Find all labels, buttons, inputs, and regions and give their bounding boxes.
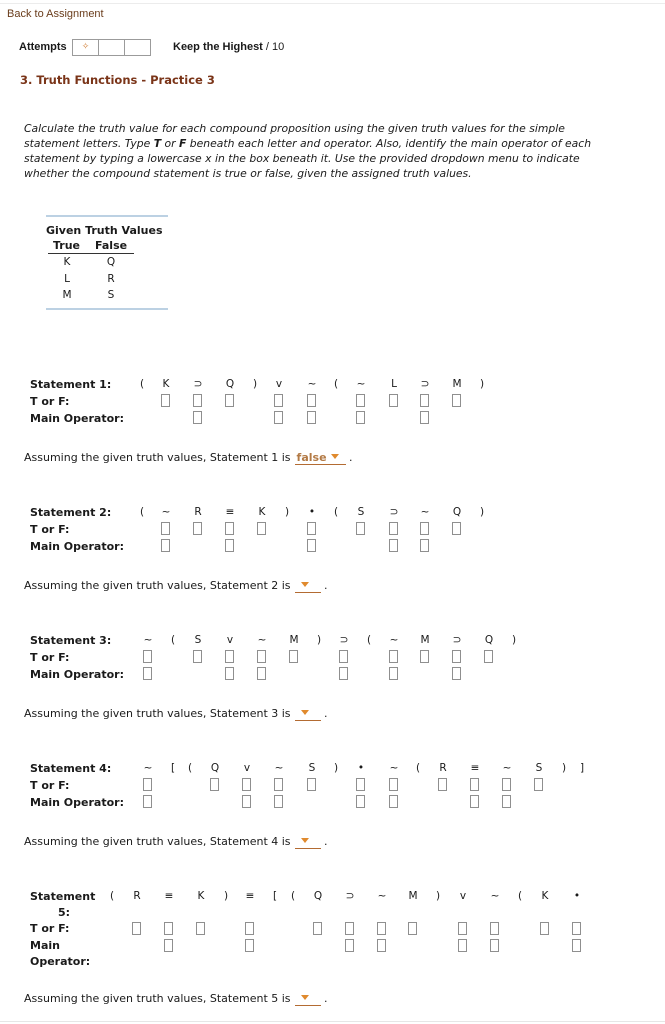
statement-1-assumption bbox=[24, 451, 353, 465]
statement-4-symbol: ~ bbox=[143, 762, 153, 774]
attempt-box bbox=[98, 39, 125, 56]
statement-1-tf-input[interactable] bbox=[225, 394, 234, 407]
statement-4-main-operator-input[interactable] bbox=[389, 795, 398, 808]
statement-3-assumption bbox=[24, 707, 328, 721]
statement-2-main-operator-input[interactable] bbox=[225, 539, 234, 552]
statement-1-main-label: Main Operator: bbox=[30, 412, 124, 425]
statement-1-label: Statement 1: bbox=[30, 378, 112, 391]
statement-5-tf-input[interactable] bbox=[164, 922, 173, 935]
statement-2-symbol: K bbox=[258, 506, 266, 518]
statement-4-symbol: ( bbox=[415, 762, 421, 774]
truth-table-header-false: False bbox=[95, 239, 128, 252]
statement-1-main-operator-input[interactable] bbox=[193, 411, 202, 424]
statement-3-main-operator-input[interactable] bbox=[339, 667, 348, 680]
statement-3-tf-input[interactable] bbox=[339, 650, 348, 663]
statement-3-tf-input[interactable] bbox=[389, 650, 398, 663]
statement-5-tf-label: T or F: bbox=[30, 922, 70, 935]
statement-1-symbol: v bbox=[275, 378, 283, 390]
statement-1-symbol: ~ bbox=[356, 378, 366, 390]
statement-5-label: Statement bbox=[30, 890, 96, 903]
statement-5-symbol: ( bbox=[109, 890, 115, 902]
statement-4-symbol: • bbox=[357, 762, 365, 774]
statement-4-main-operator-input[interactable] bbox=[502, 795, 511, 808]
statement-2-main-operator-input[interactable] bbox=[307, 539, 316, 552]
statement-3-symbol: ⊃ bbox=[339, 634, 349, 646]
instructions-text: Calculate the truth value for each compound proposition using the given truth values for the simple statement letters. Type bbox=[24, 122, 565, 150]
statement-5-operator-label: Operator: bbox=[30, 955, 91, 968]
statement-2-main-label: Main Operator: bbox=[30, 540, 124, 553]
truth-table-cell: M bbox=[62, 289, 72, 301]
statement-2-tf-input[interactable] bbox=[420, 522, 429, 535]
statement-1-period: . bbox=[349, 451, 353, 464]
statement-4-main-operator-input[interactable] bbox=[356, 795, 365, 808]
statement-5-tf-input[interactable] bbox=[377, 922, 386, 935]
statement-5-main-operator-input[interactable] bbox=[490, 939, 499, 952]
attempts-label: Attempts bbox=[19, 41, 67, 53]
dropdown-arrow-icon bbox=[301, 995, 309, 1000]
statement-5-symbol: ) bbox=[223, 890, 229, 902]
statement-1-tf-input[interactable] bbox=[389, 394, 398, 407]
statement-5-symbol: R bbox=[133, 890, 141, 902]
statement-4-truth-dropdown[interactable] bbox=[295, 835, 321, 849]
statement-4-tf-input[interactable] bbox=[210, 778, 219, 791]
statement-2-tf-input[interactable] bbox=[225, 522, 234, 535]
statement-4-symbol: S bbox=[308, 762, 316, 774]
statement-4-tf-input[interactable] bbox=[274, 778, 283, 791]
statement-2-tf-input[interactable] bbox=[452, 522, 461, 535]
statement-4-tf-input[interactable] bbox=[307, 778, 316, 791]
truth-table-cell: S bbox=[107, 289, 115, 301]
statement-4-tf-input[interactable] bbox=[438, 778, 447, 791]
attempts-indicator bbox=[72, 39, 150, 56]
truth-table-cell: R bbox=[107, 273, 115, 285]
statement-5-symbol: ( bbox=[517, 890, 523, 902]
statement-2-symbol: R bbox=[194, 506, 202, 518]
statement-1-tf-input[interactable] bbox=[161, 394, 170, 407]
statement-1-symbol: ) bbox=[252, 378, 258, 390]
statement-1-tf-input[interactable] bbox=[307, 394, 316, 407]
statement-4-assumption-text: Assuming the given truth values, Statement 4 is bbox=[24, 835, 291, 848]
statement-4-symbol: R bbox=[439, 762, 447, 774]
instructions bbox=[24, 121, 604, 181]
statement-4-symbol: Q bbox=[210, 762, 220, 774]
statement-5-symbol: ( bbox=[290, 890, 296, 902]
statement-2-tf-input[interactable] bbox=[307, 522, 316, 535]
attempt-box bbox=[124, 39, 151, 56]
statement-5-symbol: K bbox=[197, 890, 205, 902]
truth-table-cell: K bbox=[63, 256, 71, 268]
statement-3-tf-input[interactable] bbox=[193, 650, 202, 663]
statement-4-symbol: ~ bbox=[274, 762, 284, 774]
statement-1-tf-label: T or F: bbox=[30, 395, 70, 408]
statement-4-symbol: ~ bbox=[389, 762, 399, 774]
statement-4-symbol: ≡ bbox=[470, 762, 480, 774]
statement-1-symbol: ( bbox=[139, 378, 145, 390]
statement-3-tf-label: T or F: bbox=[30, 651, 70, 664]
statement-5-tf-input[interactable] bbox=[345, 922, 354, 935]
dropdown-arrow-icon bbox=[331, 454, 339, 459]
statement-4-main-operator-input[interactable] bbox=[274, 795, 283, 808]
statement-2-main-operator-input[interactable] bbox=[389, 539, 398, 552]
statement-5-symbol: M bbox=[408, 890, 418, 902]
statement-5-symbol: ≡ bbox=[245, 890, 255, 902]
statement-5-tf-input[interactable] bbox=[540, 922, 549, 935]
statement-3-tf-input[interactable] bbox=[484, 650, 493, 663]
statement-3-main-operator-input[interactable] bbox=[452, 667, 461, 680]
statement-1-main-operator-input[interactable] bbox=[420, 411, 429, 424]
instructions-f: F bbox=[178, 137, 187, 150]
statement-1-assumption-text: Assuming the given truth values, Statement 1 is bbox=[24, 451, 291, 464]
statement-4-symbol: ~ bbox=[502, 762, 512, 774]
statement-5-symbol: ) bbox=[435, 890, 441, 902]
statement-5-period: . bbox=[324, 992, 328, 1005]
statement-1-truth-value: false bbox=[296, 451, 327, 464]
statement-5-tf-input[interactable] bbox=[490, 922, 499, 935]
statement-1-tf-input[interactable] bbox=[356, 394, 365, 407]
truth-table-cell: Q bbox=[106, 256, 116, 268]
statement-3-tf-input[interactable] bbox=[225, 650, 234, 663]
statement-2-symbol: ) bbox=[479, 506, 485, 518]
statement-2-symbol: Q bbox=[452, 506, 462, 518]
statement-2-main-operator-input[interactable] bbox=[161, 539, 170, 552]
statement-3-symbol: ⊃ bbox=[452, 634, 462, 646]
statement-3-label: Statement 3: bbox=[30, 634, 112, 647]
instructions-text-2: beneath each letter and operator. Also, identify the main operator of each statement by typing a lowercase x in the box beneath it. Use the provided dropdown menu to indicate whether the compound statement is true or false, given the assigned truth values. bbox=[24, 137, 592, 180]
statement-5-label-number: 5: bbox=[58, 906, 71, 919]
statement-1-main-operator-input[interactable] bbox=[356, 411, 365, 424]
truth-table-top-border bbox=[46, 215, 168, 217]
statement-2-tf-input[interactable] bbox=[193, 522, 202, 535]
statement-1-symbol: M bbox=[452, 378, 462, 390]
statement-2-assumption-text: Assuming the given truth values, Statement 2 is bbox=[24, 579, 291, 592]
statement-1-truth-dropdown[interactable] bbox=[295, 451, 346, 465]
statement-1-symbol: ⊃ bbox=[193, 378, 203, 390]
truth-table-caption: Given Truth Values bbox=[46, 224, 163, 237]
dropdown-arrow-icon bbox=[301, 710, 309, 715]
statement-3-symbol: v bbox=[226, 634, 234, 646]
statement-2-symbol: ( bbox=[139, 506, 145, 518]
statement-3-main-operator-input[interactable] bbox=[389, 667, 398, 680]
statement-5-symbol: • bbox=[573, 890, 581, 902]
statement-3-symbol: Q bbox=[484, 634, 494, 646]
statement-2-symbol: S bbox=[357, 506, 365, 518]
statement-1-tf-input[interactable] bbox=[193, 394, 202, 407]
truth-table-bottom-border bbox=[46, 308, 168, 310]
statement-5-main-operator-input[interactable] bbox=[164, 939, 173, 952]
statement-3-symbol: M bbox=[289, 634, 299, 646]
statement-1-symbol: L bbox=[391, 378, 397, 390]
statement-5-symbol: ⊃ bbox=[345, 890, 355, 902]
statement-4-period: . bbox=[324, 835, 328, 848]
statement-2-tf-input[interactable] bbox=[356, 522, 365, 535]
statement-5-tf-input[interactable] bbox=[245, 922, 254, 935]
statement-3-symbol: M bbox=[420, 634, 430, 646]
statement-4-main-operator-input[interactable] bbox=[143, 795, 152, 808]
statement-1-main-operator-input[interactable] bbox=[307, 411, 316, 424]
keep-highest bbox=[173, 41, 284, 53]
instructions-or: or bbox=[161, 137, 179, 150]
statement-5-symbol: ≡ bbox=[164, 890, 174, 902]
statement-3-tf-input[interactable] bbox=[420, 650, 429, 663]
statement-3-symbol: ( bbox=[366, 634, 372, 646]
statement-2-tf-label: T or F: bbox=[30, 523, 70, 536]
statement-5-main-operator-input[interactable] bbox=[572, 939, 581, 952]
statement-5-main-operator-input[interactable] bbox=[377, 939, 386, 952]
statement-4-tf-label: T or F: bbox=[30, 779, 70, 792]
truth-table-header-true: True bbox=[53, 239, 81, 252]
statement-5-tf-input[interactable] bbox=[313, 922, 322, 935]
statement-3-symbol: ( bbox=[170, 634, 176, 646]
statement-2-symbol: ⊃ bbox=[389, 506, 399, 518]
statement-5-symbol: K bbox=[541, 890, 549, 902]
statement-2-assumption bbox=[24, 579, 328, 593]
statement-3-period: . bbox=[324, 707, 328, 720]
statement-3-truth-dropdown[interactable] bbox=[295, 707, 321, 721]
statement-3-main-operator-input[interactable] bbox=[143, 667, 152, 680]
instructions-t: T bbox=[153, 137, 162, 150]
statement-4-label: Statement 4: bbox=[30, 762, 112, 775]
statement-2-symbol: ( bbox=[333, 506, 339, 518]
statement-4-main-label: Main Operator: bbox=[30, 796, 124, 809]
statement-2-main-operator-input[interactable] bbox=[420, 539, 429, 552]
statement-4-symbol: v bbox=[243, 762, 251, 774]
statement-5-main-operator-input[interactable] bbox=[458, 939, 467, 952]
statement-5-symbol: Q bbox=[313, 890, 323, 902]
statement-5-tf-input[interactable] bbox=[196, 922, 205, 935]
statement-5-main-label: Main bbox=[30, 939, 60, 952]
statement-3-symbol: S bbox=[194, 634, 202, 646]
statement-3-symbol: ) bbox=[316, 634, 322, 646]
statement-2-period: . bbox=[324, 579, 328, 592]
statement-2-symbol: ~ bbox=[161, 506, 171, 518]
statement-1-symbol: ~ bbox=[307, 378, 317, 390]
statement-1-symbol: ⊃ bbox=[420, 378, 430, 390]
statement-1-symbol: ) bbox=[479, 378, 485, 390]
statement-2-tf-input[interactable] bbox=[257, 522, 266, 535]
statement-1-symbol: Q bbox=[225, 378, 235, 390]
dropdown-arrow-icon bbox=[301, 582, 309, 587]
score-out-of: / 10 bbox=[265, 41, 285, 53]
statement-4-symbol: ) bbox=[561, 762, 567, 774]
statement-3-symbol: ~ bbox=[257, 634, 267, 646]
statement-1-tf-input[interactable] bbox=[452, 394, 461, 407]
statement-3-tf-input[interactable] bbox=[452, 650, 461, 663]
bottom-divider bbox=[0, 1021, 665, 1022]
statement-5-symbol: [ bbox=[272, 890, 278, 902]
statement-3-tf-input[interactable] bbox=[257, 650, 266, 663]
statement-4-symbol: ( bbox=[187, 762, 193, 774]
statement-5-truth-dropdown[interactable] bbox=[295, 992, 321, 1006]
statement-1-tf-input[interactable] bbox=[420, 394, 429, 407]
statement-4-symbol: ) bbox=[333, 762, 339, 774]
back-to-assignment-link[interactable]: Back to Assignment bbox=[7, 8, 104, 20]
statement-4-symbol: [ bbox=[170, 762, 176, 774]
statement-4-symbol: ] bbox=[579, 762, 585, 774]
statement-5-main-operator-input[interactable] bbox=[345, 939, 354, 952]
statement-5-symbol: ~ bbox=[377, 890, 387, 902]
statement-4-main-operator-input[interactable] bbox=[470, 795, 479, 808]
statement-1-tf-input[interactable] bbox=[274, 394, 283, 407]
statement-3-symbol: ) bbox=[511, 634, 517, 646]
statement-2-tf-input[interactable] bbox=[161, 522, 170, 535]
truth-table-cell: L bbox=[64, 273, 70, 285]
attempt-star-icon: ✧ bbox=[72, 39, 99, 56]
statement-5-tf-input[interactable] bbox=[132, 922, 141, 935]
statement-2-tf-input[interactable] bbox=[389, 522, 398, 535]
statement-3-main-operator-input[interactable] bbox=[225, 667, 234, 680]
statement-2-label: Statement 2: bbox=[30, 506, 112, 519]
statement-1-main-operator-input[interactable] bbox=[274, 411, 283, 424]
statement-3-assumption-text: Assuming the given truth values, Statement 3 is bbox=[24, 707, 291, 720]
statement-1-symbol: ( bbox=[333, 378, 339, 390]
statement-5-tf-input[interactable] bbox=[572, 922, 581, 935]
statement-4-tf-input[interactable] bbox=[502, 778, 511, 791]
statement-1-symbol: K bbox=[162, 378, 170, 390]
dropdown-arrow-icon bbox=[301, 838, 309, 843]
statement-2-truth-dropdown[interactable] bbox=[295, 579, 321, 593]
statement-2-symbol: ) bbox=[284, 506, 290, 518]
statement-4-main-operator-input[interactable] bbox=[242, 795, 251, 808]
statement-5-assumption bbox=[24, 992, 328, 1006]
statement-5-main-operator-input[interactable] bbox=[245, 939, 254, 952]
truth-table-header-rule bbox=[48, 253, 134, 254]
statement-4-tf-input[interactable] bbox=[356, 778, 365, 791]
statement-5-symbol: ~ bbox=[490, 890, 500, 902]
statement-3-tf-input[interactable] bbox=[143, 650, 152, 663]
statement-3-main-operator-input[interactable] bbox=[257, 667, 266, 680]
top-divider bbox=[0, 3, 665, 4]
statement-3-symbol: ~ bbox=[143, 634, 153, 646]
statement-4-tf-input[interactable] bbox=[389, 778, 398, 791]
statement-3-symbol: ~ bbox=[389, 634, 399, 646]
statement-4-tf-input[interactable] bbox=[470, 778, 479, 791]
statement-2-symbol: ≡ bbox=[225, 506, 235, 518]
statement-5-tf-input[interactable] bbox=[458, 922, 467, 935]
statement-5-symbol: v bbox=[459, 890, 467, 902]
statement-3-tf-input[interactable] bbox=[289, 650, 298, 663]
statement-5-tf-input[interactable] bbox=[408, 922, 417, 935]
statement-4-tf-input[interactable] bbox=[242, 778, 251, 791]
statement-4-symbol: S bbox=[535, 762, 543, 774]
statement-4-tf-input[interactable] bbox=[534, 778, 543, 791]
statement-2-symbol: • bbox=[308, 506, 316, 518]
statement-3-main-label: Main Operator: bbox=[30, 668, 124, 681]
keep-highest-label: Keep the Highest bbox=[173, 41, 263, 53]
statement-5-assumption-text: Assuming the given truth values, Statement 5 is bbox=[24, 992, 291, 1005]
statement-2-symbol: ~ bbox=[420, 506, 430, 518]
statement-4-assumption bbox=[24, 835, 328, 849]
page-title: 3. Truth Functions - Practice 3 bbox=[20, 73, 215, 87]
statement-4-tf-input[interactable] bbox=[143, 778, 152, 791]
